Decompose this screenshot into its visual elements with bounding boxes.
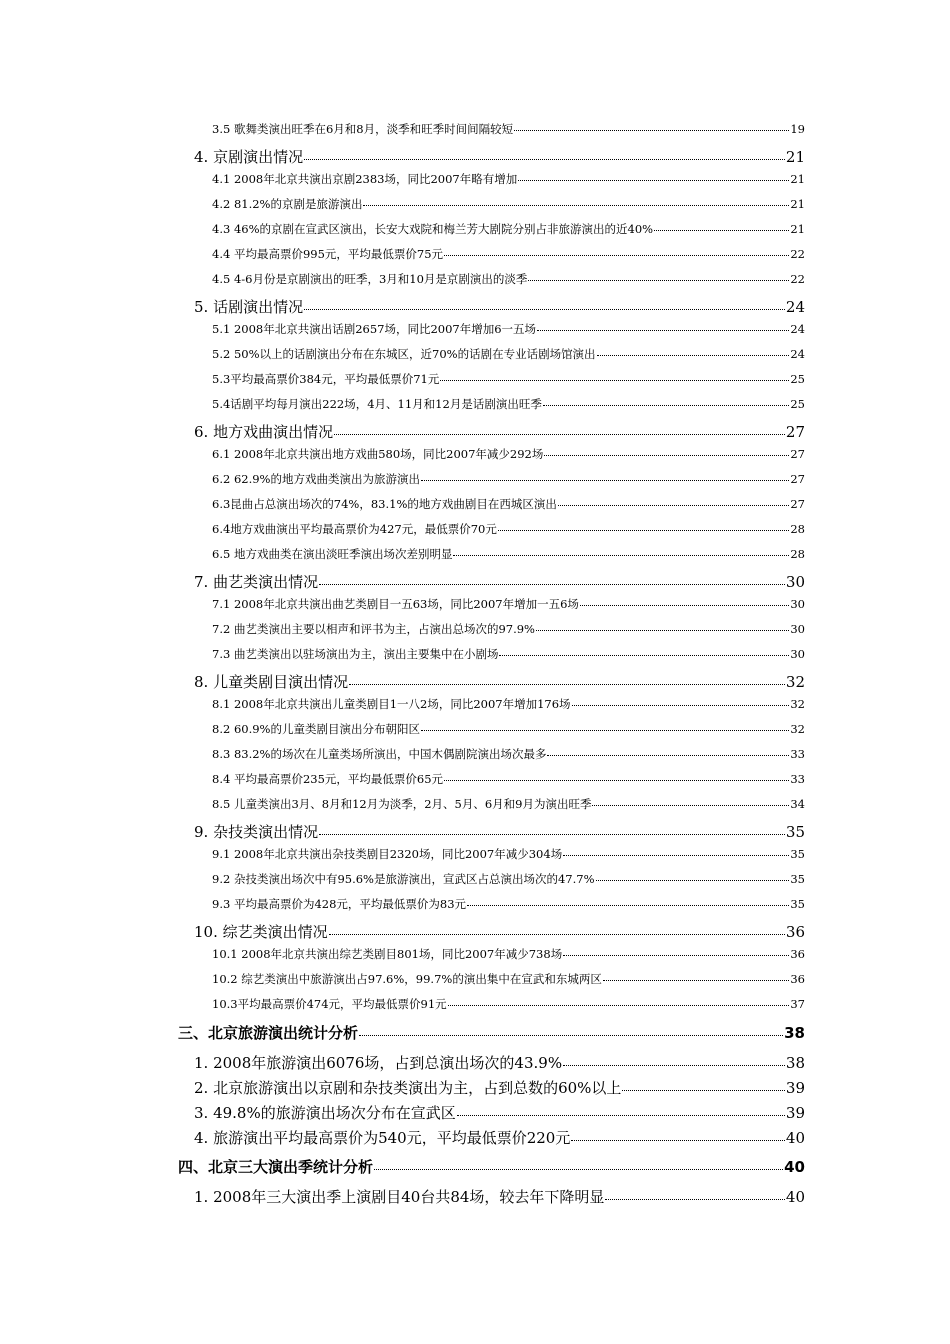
toc-entry[interactable] (194, 1127, 805, 1148)
toc-entry-title: 三、北京旅游演出统计分析 (178, 1024, 359, 1042)
toc-entry-page: 39 (785, 1104, 805, 1122)
toc-entry[interactable] (212, 871, 805, 887)
toc-entry-title: 10.1 2008年北京共演出综艺类剧目801场，同比2007年减少738场 (212, 947, 563, 961)
toc-entry-page: 22 (790, 272, 805, 286)
toc-entry-title: 8.2 60.9%的儿童类剧目演出分布朝阳区 (212, 722, 420, 736)
toc-entry-title: 6.5 地方戏曲类在演出淡旺季演出场次差别明显 (212, 547, 453, 561)
toc-entry[interactable] (212, 796, 805, 812)
toc-entry-title: 6.1 2008年北京共演出地方戏曲580场，同比2007年减少292场 (212, 447, 544, 461)
toc-dot-leader (319, 834, 785, 835)
toc-entry[interactable] (178, 1156, 805, 1177)
toc-entry[interactable] (212, 396, 805, 412)
toc-entry-title: 1. 2008年旅游演出6076场，占到总演出场次的43.9% (194, 1054, 563, 1072)
toc-entry[interactable] (178, 1022, 805, 1043)
toc-entry-title: 7.2 曲艺类演出主要以相声和评书为主，占演出总场次的97.9% (212, 622, 535, 636)
toc-entry[interactable] (194, 421, 805, 442)
toc-entry[interactable] (212, 371, 805, 387)
toc-entry-page: 35 (790, 897, 805, 911)
toc-entry-title: 2. 北京旅游演出以京剧和杂技类演出为主，占到总数的60%以上 (194, 1079, 622, 1097)
toc-entry[interactable] (212, 471, 805, 487)
toc-entry-page: 32 (790, 722, 805, 736)
toc-dot-leader (580, 605, 789, 606)
toc-dot-leader (329, 934, 785, 935)
toc-entry-page: 35 (785, 823, 805, 841)
toc-entry-title: 9.1 2008年北京共演出杂技类剧目2320场，同比2007年减少304场 (212, 847, 563, 861)
toc-dot-leader (514, 130, 789, 131)
toc-entry-page: 36 (790, 972, 805, 986)
toc-entry[interactable] (194, 921, 805, 942)
toc-entry[interactable] (194, 571, 805, 592)
toc-entry-title: 4.5 4-6月份是京剧演出的旺季，3月和10月是京剧演出的淡季 (212, 272, 528, 286)
toc-dot-leader (563, 1065, 785, 1066)
toc-entry-page: 40 (784, 1158, 805, 1176)
toc-entry[interactable] (212, 746, 805, 762)
toc-entry-page: 32 (790, 697, 805, 711)
toc-entry-title: 10. 综艺类演出情况 (194, 923, 328, 941)
toc-entry[interactable] (212, 696, 805, 712)
toc-entry-title: 9.2 杂技类演出场次中有95.6%是旅游演出，宣武区占总演出场次的47.7% (212, 872, 595, 886)
toc-entry[interactable] (212, 171, 805, 187)
toc-entry-page: 40 (785, 1188, 805, 1206)
toc-entry-title: 8.3 83.2%的场次在儿童类场所演出，中国木偶剧院演出场次最多 (212, 747, 547, 761)
toc-entry-page: 30 (785, 573, 805, 591)
toc-entry-page: 22 (790, 247, 805, 261)
toc-entry[interactable] (194, 1077, 805, 1098)
toc-entry-title: 8.5 儿童类演出3月、8月和12月为淡季，2月、5月、6月和9月为演出旺季 (212, 797, 592, 811)
toc-entry-page: 24 (790, 322, 805, 336)
toc-entry[interactable] (212, 221, 805, 237)
toc-entry-title: 5. 话剧演出情况 (194, 298, 304, 316)
toc-dot-leader (654, 230, 789, 231)
toc-entry[interactable] (212, 771, 805, 787)
toc-dot-leader (498, 530, 789, 531)
toc-entry-title: 3. 49.8%的旅游演出场次分布在宣武区 (194, 1104, 456, 1122)
toc-entry-title: 4.2 81.2%的京剧是旅游演出 (212, 197, 363, 211)
toc-entry-title: 5.2 50%以上的话剧演出分布在东城区，近70%的话剧在专业话剧场馆演出 (212, 347, 596, 361)
toc-dot-leader (543, 405, 790, 406)
toc-dot-leader (571, 1140, 785, 1141)
toc-entry[interactable] (212, 196, 805, 212)
toc-entry-title: 8.4 平均最高票价235元，平均最低票价65元 (212, 772, 444, 786)
toc-entry-title: 8. 儿童类剧目演出情况 (194, 673, 349, 691)
toc-entry[interactable] (212, 271, 805, 287)
toc-entry-page: 32 (785, 673, 805, 691)
toc-dot-leader (467, 905, 789, 906)
toc-dot-leader (499, 655, 789, 656)
toc-entry-page: 38 (784, 1024, 805, 1042)
toc-entry-page: 25 (790, 397, 805, 411)
toc-dot-leader (363, 205, 789, 206)
toc-entry-title: 5.1 2008年北京共演出话剧2657场，同比2007年增加6一五场 (212, 322, 537, 336)
toc-entry-title: 6.3昆曲占总演出场次的74%，83.1%的地方戏曲剧目在西城区演出 (212, 497, 557, 511)
toc-entry[interactable] (212, 346, 805, 362)
toc-dot-leader (457, 1115, 785, 1116)
toc-entry-title: 6.4地方戏曲演出平均最高票价为427元，最低票价70元 (212, 522, 497, 536)
toc-entry-page: 38 (785, 1054, 805, 1072)
toc-dot-leader (334, 434, 785, 435)
toc-entry-page: 28 (790, 547, 805, 561)
toc-entry-title: 3.5 歌舞类演出旺季在6月和8月，淡季和旺季时间间隔较短 (212, 122, 514, 136)
toc-entry-title: 4.4 平均最高票价995元，平均最低票价75元 (212, 247, 444, 261)
toc-entry[interactable] (212, 946, 805, 962)
toc-dot-leader (518, 180, 789, 181)
toc-entry-title: 9.3 平均最高票价为428元，平均最低票价为83元 (212, 897, 467, 911)
toc-entry-page: 27 (785, 423, 805, 441)
toc-entry-title: 四、北京三大演出季统计分析 (178, 1158, 374, 1176)
toc-dot-leader (592, 805, 789, 806)
toc-entry-page: 33 (790, 747, 805, 761)
toc-dot-leader (359, 1035, 783, 1036)
toc-entry[interactable] (212, 121, 805, 137)
toc-dot-leader (444, 255, 789, 256)
toc-dot-leader (440, 380, 789, 381)
toc-dot-leader (622, 1090, 784, 1091)
toc-entry-page: 33 (790, 772, 805, 786)
toc-entry-page: 21 (790, 197, 805, 211)
toc-entry-page: 24 (785, 298, 805, 316)
toc-entry-title: 10.2 综艺类演出中旅游演出占97.6%，99.7%的演出集中在宣武和东城两区 (212, 972, 602, 986)
toc-entry[interactable] (212, 246, 805, 262)
toc-entry[interactable] (212, 721, 805, 737)
toc-dot-leader (444, 780, 789, 781)
toc-dot-leader (528, 280, 789, 281)
toc-dot-leader (558, 505, 789, 506)
toc-entry[interactable] (212, 996, 805, 1012)
toc-dot-leader (547, 755, 789, 756)
toc-entry-page: 19 (790, 122, 805, 136)
toc-entry-title: 5.3平均最高票价384元，平均最低票价71元 (212, 372, 440, 386)
toc-entry[interactable] (212, 646, 805, 662)
toc-entry[interactable] (194, 1052, 805, 1073)
toc-dot-leader (563, 955, 789, 956)
toc-entry[interactable] (212, 596, 805, 612)
toc-entry[interactable] (212, 896, 805, 912)
toc-entry[interactable] (212, 321, 805, 337)
toc-entry-page: 21 (790, 172, 805, 186)
toc-dot-leader (448, 1005, 790, 1006)
toc-dot-leader (544, 455, 789, 456)
toc-entry-title: 9. 杂技类演出情况 (194, 823, 319, 841)
toc-dot-leader (536, 630, 789, 631)
toc-entry[interactable] (212, 521, 805, 537)
toc-dot-leader (603, 980, 790, 981)
toc-entry[interactable] (212, 846, 805, 862)
toc-dot-leader (374, 1169, 783, 1170)
toc-dot-leader (563, 855, 789, 856)
toc-entry-title: 4. 京剧演出情况 (194, 148, 304, 166)
toc-dot-leader (537, 330, 789, 331)
toc-entry-page: 21 (785, 148, 805, 166)
toc-entry-page: 37 (790, 997, 805, 1011)
toc-dot-leader (572, 705, 790, 706)
toc-entry[interactable] (212, 971, 805, 987)
toc-entry-title: 10.3平均最高票价474元，平均最低票价91元 (212, 997, 447, 1011)
toc-entry[interactable] (194, 1186, 805, 1207)
toc-entry-title: 7.3 曲艺类演出以驻场演出为主，演出主要集中在小剧场 (212, 647, 499, 661)
toc-entry-page: 40 (785, 1129, 805, 1147)
toc-entry-title: 4. 旅游演出平均最高票价为540元，平均最低票价220元 (194, 1129, 571, 1147)
toc-entry-page: 36 (785, 923, 805, 941)
toc-dot-leader (304, 159, 785, 160)
toc-dot-leader (319, 584, 785, 585)
toc-entry-page: 36 (790, 947, 805, 961)
toc-entry-page: 25 (790, 372, 805, 386)
toc-entry-page: 30 (790, 647, 805, 661)
toc-entry-title: 6.2 62.9%的地方戏曲类演出为旅游演出 (212, 472, 420, 486)
toc-entry[interactable] (212, 446, 805, 462)
toc-dot-leader (596, 880, 790, 881)
toc-entry[interactable] (194, 296, 805, 317)
toc-entry-title: 1. 2008年三大演出季上演剧目40台共84场，较去年下降明显 (194, 1188, 605, 1206)
toc-dot-leader (421, 730, 789, 731)
toc-dot-leader (349, 684, 785, 685)
toc-entry-page: 27 (790, 497, 805, 511)
toc-entry-page: 34 (790, 797, 805, 811)
toc-entry[interactable] (212, 546, 805, 562)
toc-dot-leader (597, 355, 790, 356)
toc-entry-page: 39 (785, 1079, 805, 1097)
toc-dot-leader (605, 1199, 784, 1200)
toc-entry-page: 28 (790, 522, 805, 536)
toc-dot-leader (453, 555, 789, 556)
toc-entry-page: 27 (790, 447, 805, 461)
toc-entry-title: 6. 地方戏曲演出情况 (194, 423, 334, 441)
toc-entry[interactable] (212, 496, 805, 512)
toc-entry-title: 4.1 2008年北京共演出京剧2383场，同比2007年略有增加 (212, 172, 518, 186)
toc-entry[interactable] (212, 621, 805, 637)
toc-entry-page: 30 (790, 597, 805, 611)
toc-entry[interactable] (194, 821, 805, 842)
toc-entry-title: 7.1 2008年北京共演出曲艺类剧目一五63场，同比2007年增加一五6场 (212, 597, 579, 611)
toc-entry-page: 24 (790, 347, 805, 361)
toc-entry[interactable] (194, 1102, 805, 1123)
toc-entry-page: 35 (790, 872, 805, 886)
toc-entry-title: 7. 曲艺类演出情况 (194, 573, 319, 591)
toc-dot-leader (421, 480, 789, 481)
toc-entry-title: 5.4话剧平均每月演出222场，4月、11月和12月是话剧演出旺季 (212, 397, 542, 411)
toc-entry-title: 4.3 46%的京剧在宣武区演出，长安大戏院和梅兰芳大剧院分别占非旅游演出的近40% (212, 222, 654, 236)
toc-entry[interactable] (194, 146, 805, 167)
toc-dot-leader (304, 309, 785, 310)
toc-entry-page: 21 (790, 222, 805, 236)
toc-entry-page: 27 (790, 472, 805, 486)
toc-entry[interactable] (194, 671, 805, 692)
toc-entry-page: 35 (790, 847, 805, 861)
toc-entry-title: 8.1 2008年北京共演出儿童类剧目1一八2场，同比2007年增加176场 (212, 697, 571, 711)
toc-entry-page: 30 (790, 622, 805, 636)
